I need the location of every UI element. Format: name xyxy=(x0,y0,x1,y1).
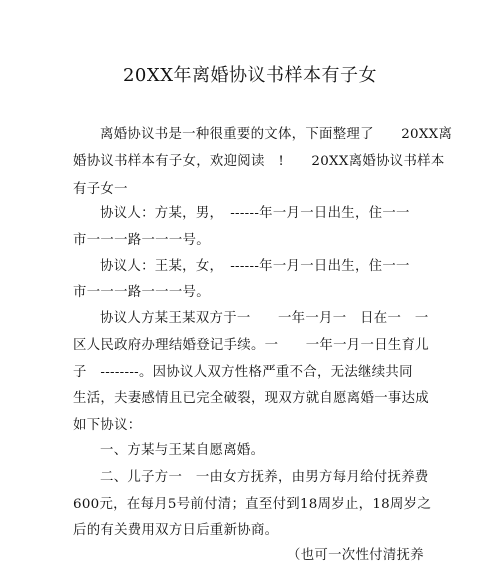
paragraph-line: 协议人方某王某双方于一 一年一月一 日在一 一 xyxy=(100,311,429,326)
paragraph-line: 如下协议： xyxy=(73,418,142,433)
paragraph-line: 二、儿子方一 一由女方抚养，由男方每月给付抚养费 xyxy=(100,470,429,485)
paragraph-line: 区人民政府办理结婚登记手续。一 一年一月一日生育儿 xyxy=(73,338,429,353)
paragraph-line: 生活，夫妻感情且已完全破裂，现双方就自愿离婚一事达成 xyxy=(73,391,429,406)
paragraph-line: 市一一一路一一一号。 xyxy=(73,233,210,248)
paragraph-line: 一、方某与王某自愿离婚。 xyxy=(100,443,265,458)
paragraph-line: 600元，在每月5号前付清；直至付到18周岁止，18周岁之 xyxy=(73,497,432,512)
paragraph-line: 有子女一 xyxy=(73,182,128,197)
paragraph-line: （也可一次性付清抚养 xyxy=(287,548,424,563)
paragraph-line: 后的有关费用双方日后重新协商。 xyxy=(73,523,279,538)
paragraph-line: 子 --------。因协议人双方性格严重不合，无法继续共同 xyxy=(73,365,413,380)
paragraph-line: 市一一一路一一一号。 xyxy=(73,285,210,300)
document-title: 20XX年离婚协议书样本有子女 xyxy=(122,65,378,86)
paragraph-line: 离婚协议书是一种很重要的文体，下面整理了 20XX离 xyxy=(100,127,453,142)
paragraph-line: 协议人：方某，男， ------年一月一日出生，住一一 xyxy=(100,206,410,221)
paragraph-line: 婚协议书样本有子女，欢迎阅读 ! 20XX离婚协议书样本 xyxy=(73,154,445,169)
paragraph-line: 协议人：王某，女， ------年一月一日出生，住一一 xyxy=(100,259,410,274)
